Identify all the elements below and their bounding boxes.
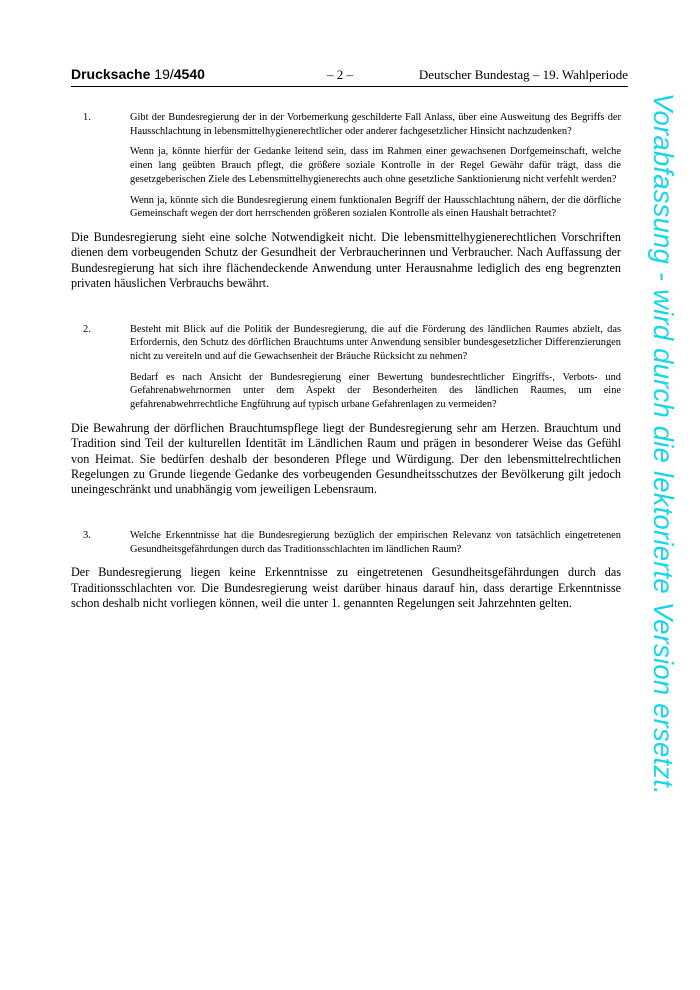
page-number: – 2 – [327, 67, 353, 82]
document-id [71, 66, 205, 82]
question-paragraph: Bedarf es nach Ansicht der Bundesregierung einer Bewertung bundesrechtlicher Eingriffs-, Verbots- und Gefahrenabwehrnormen unter dem Aspekt der Besonderheiten des ländlichen Raumes, um eine gefahrenabwehrrechtliche Engführung auf typisch urbane Gefahrenlagen zu vermeiden? [130, 371, 621, 411]
question-paragraph: Wenn ja, könnte hierfür der Gedanke leitend sein, dass im Rahmen einer gewachsenen Dorfgemeinschaft, welche einen lang geübten Brauch pflegt, die größere soziale Kontrolle in der Regel Gewähr dafür trägt, dass die gesetzgeberischen Ziele des Lebensmittelhygienerechts auch ohne gesetzliche Sanktionierung nicht verfehlt werden? [130, 146, 621, 185]
question-paragraph: Wenn ja, könnte sich die Bundesregierung einem funktionalen Begriff der Hausschlachtung nähern, der die dörfliche Gemeinschaft wegen der dort herrschenden größeren sozialen Kontrolle als einen Haushalt betrachtet? [130, 194, 621, 220]
question-1 [83, 111, 621, 221]
answer-1: Die Bundesregierung sieht eine solche Notwendigkeit nicht. Die lebensmittelhygienerechtlichen Vorschriften dienen dem vorbeugenden Schutz der Gesundheit der Verbraucherinnen und Verbraucher. Nach Auffassung der Bundesregierung hat sich ihre flächendeckende Anwendung unter Herausnahme lediglich des eng begrenzten privaten häuslichen Verbrauchs bewährt. [71, 229, 621, 291]
question-paragraph: Besteht mit Blick auf die Politik der Bundesregierung, die auf die Förderung des ländlichen Raumes abzielt, das Erfordernis, den Schutz des dörflichen Brauchtums unter Anwendung sensibler bundesgesetzlicher Differenzierungen nicht zu vereiteln und auf die Gewachsenheit der Bräuche Rücksicht zu nehmen? [130, 323, 621, 362]
doc-period: 19/ [154, 66, 174, 82]
question-number: 1. [83, 112, 91, 123]
draft-watermark: Vorabfassung - wird durch die lektorierte Version ersetzt. [648, 93, 679, 795]
answer-3: Der Bundesregierung liegen keine Erkenntnisse zu eingetretenen Gesundheitsgefährdungen durch das Traditionsschlachten vor. Die Bundesregierung weist darüber hinaus darauf hin, dass derartige Erkenntnisse schon deshalb nicht vorliegen können, weil die unter 1. genannten Regelungen seit Jahrzehnten gelten. [71, 565, 621, 611]
page-header [71, 66, 628, 87]
question-number: 3. [83, 529, 91, 541]
question-paragraph: Gibt der Bundesregierung der in der Vorbemerkung geschilderte Fall Anlass, über eine Ausweitung des Begriffs der Hausschlachtung in lebensmittelhygienerechtlicher oder anderer fachgesetzlicher Hinsicht nachzudenken? [130, 112, 621, 137]
question-2 [83, 323, 621, 412]
doc-label: Drucksache [71, 66, 151, 82]
question-number: 2. [83, 323, 91, 335]
document-body [71, 111, 621, 611]
question-paragraph: Welche Erkenntnisse hat die Bundesregierung bezüglich der empirischen Relevanz von tatsächlich eingetretenen Gesundheitsgefährdungen durch das Traditionsschlachten im ländlichen Raum? [130, 529, 621, 555]
answer-2: Die Bewahrung der dörflichen Brauchtumspflege liegt der Bundesregierung sehr am Herzen. Brauchtum und Tradition sind Teil der kulturellen Identität im Ländlichen Raum und prägen in besonderer Weise das Gefühl von Heimat. Sie bedürfen deshalb der besonderen Pflege und Würdigung. Der den lebensmittelrechtlichen Regelungen zu Grunde liegende Gedanke des vorbeugenden Gesundheitsschutzes der Bevölkerung gilt jedoch uneingeschränkt und unabhängig vom jeweiligen Lebensraum. [71, 420, 621, 497]
publisher: Deutscher Bundestag – 19. Wahlperiode [418, 67, 628, 82]
doc-number: 4540 [173, 66, 205, 82]
question-3 [83, 529, 621, 556]
